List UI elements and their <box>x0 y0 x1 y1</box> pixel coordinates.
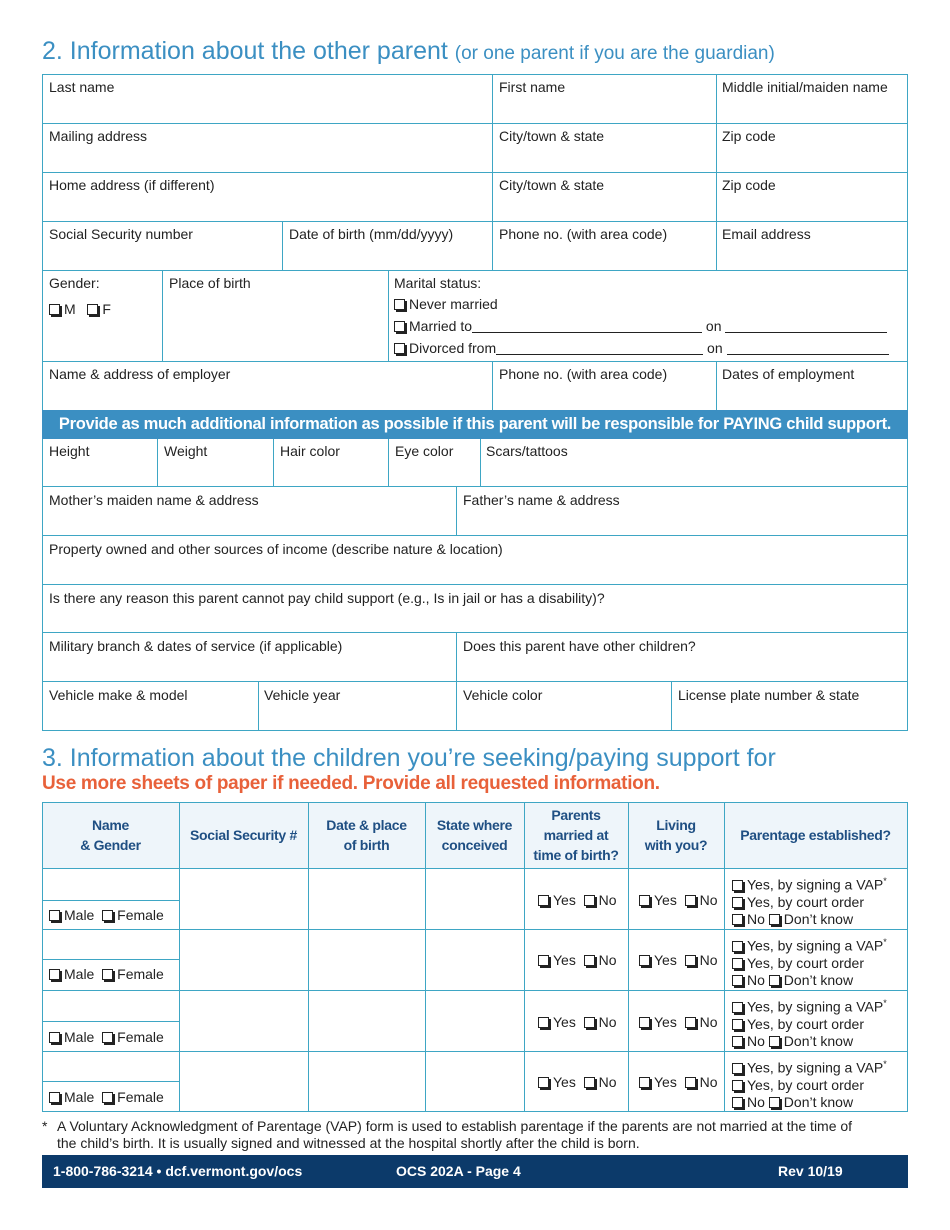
court-label: Yes, by court order <box>747 1015 864 1032</box>
gender-m-checkbox[interactable] <box>49 304 60 315</box>
yes-label: Yes <box>553 892 576 908</box>
vap-label: Yes, by signing a VAP <box>747 876 884 893</box>
reason-label: Is there any reason this parent cannot pay child support (e.g., Is in jail or has a disability)? <box>49 590 605 606</box>
child-3-gender <box>49 1029 164 1045</box>
vap-asterisk: * <box>883 998 887 1008</box>
married-label: Married to <box>409 318 473 334</box>
child-4-living-no-checkbox[interactable] <box>685 1077 696 1088</box>
female-label: Female <box>117 1029 164 1045</box>
header-name-line1: Name <box>92 817 129 833</box>
divorced-on-label: on <box>707 340 723 356</box>
child-2-gender <box>49 966 164 982</box>
child-2-vap-checkbox[interactable] <box>732 941 743 952</box>
header-date-line2: of birth <box>343 837 390 853</box>
vap-label: Yes, by signing a VAP <box>747 998 884 1015</box>
child-1-female-checkbox[interactable] <box>102 910 113 921</box>
no-label: No <box>747 1032 765 1049</box>
father-label: Father’s name & address <box>463 492 620 508</box>
dont-know-label: Don’t know <box>783 971 854 988</box>
gender-f-checkbox[interactable] <box>87 304 98 315</box>
dont-know-label: Don’t know <box>783 1093 854 1110</box>
child-2-court-checkbox[interactable] <box>732 958 743 969</box>
child-1-vap-checkbox[interactable] <box>732 880 743 891</box>
header-state-line1: State where <box>436 817 513 833</box>
married-option <box>394 318 887 334</box>
military-label: Military branch & dates of service (if applicable) <box>49 638 343 654</box>
place-of-birth-label: Place of birth <box>169 275 251 291</box>
employment-dates-label: Dates of employment <box>722 366 855 382</box>
header-living <box>628 815 724 855</box>
dont-know-label: Don’t know <box>783 1032 854 1049</box>
female-label: Female <box>117 1089 164 1105</box>
weight-label: Weight <box>164 443 208 459</box>
child-2-dont-know-checkbox[interactable] <box>769 975 780 986</box>
child-4-dont-know-checkbox[interactable] <box>769 1097 780 1108</box>
home-zip-label: Zip code <box>722 177 776 193</box>
child-3-living <box>639 1014 718 1030</box>
no-label: No <box>598 1014 617 1030</box>
court-label: Yes, by court order <box>747 1076 864 1093</box>
child-1-parentage <box>732 873 887 928</box>
yes-label: Yes <box>553 1014 576 1030</box>
child-1-male-checkbox[interactable] <box>49 910 60 921</box>
child-2-parentage <box>732 934 887 989</box>
child-1-married-yes-checkbox[interactable] <box>538 895 549 906</box>
employer-phone-label: Phone no. (with area code) <box>499 366 668 382</box>
child-3-living-yes-checkbox[interactable] <box>639 1017 650 1028</box>
no-label: No <box>747 910 765 927</box>
child-2-female-checkbox[interactable] <box>102 969 113 980</box>
vehicle-make-label: Vehicle make & model <box>49 687 188 703</box>
child-4-married-yes-checkbox[interactable] <box>538 1077 549 1088</box>
child-4-married <box>538 1074 617 1090</box>
header-parentage: Parentage established? <box>740 827 891 843</box>
header-date-place <box>308 815 425 855</box>
no-label: No <box>598 952 617 968</box>
header-state-line2: conceived <box>441 837 508 853</box>
middle-initial-label: Middle initial/maiden name <box>722 79 888 95</box>
never-married-checkbox[interactable] <box>394 299 405 310</box>
header-name-line2: & Gender <box>80 837 141 853</box>
mailing-city-label: City/town & state <box>499 128 605 144</box>
divorced-date-line[interactable] <box>727 342 889 355</box>
child-4-no-checkbox[interactable] <box>732 1097 743 1108</box>
child-1-gender <box>49 907 164 923</box>
eye-color-label: Eye color <box>395 443 454 459</box>
no-label: No <box>699 892 718 908</box>
child-2-male-checkbox[interactable] <box>49 969 60 980</box>
gender-f-label: F <box>102 301 111 317</box>
divorced-from-line[interactable] <box>496 342 703 355</box>
header-ssn: Social Security # <box>190 827 297 843</box>
no-label: No <box>598 892 617 908</box>
section-2-title: 2. Information about the other parent <box>42 37 448 65</box>
child-3-male-checkbox[interactable] <box>49 1032 60 1043</box>
male-label: Male <box>64 1029 95 1045</box>
vehicle-color-label: Vehicle color <box>463 687 543 703</box>
married-date-line[interactable] <box>725 320 887 333</box>
yes-label: Yes <box>654 1014 677 1030</box>
child-1-no-checkbox[interactable] <box>732 914 743 925</box>
vehicle-year-label: Vehicle year <box>264 687 341 703</box>
vap-label: Yes, by signing a VAP <box>747 1059 884 1076</box>
court-label: Yes, by court order <box>747 954 864 971</box>
yes-label: Yes <box>553 952 576 968</box>
child-4-living <box>639 1074 718 1090</box>
header-parents-line1: Parents <box>551 807 601 823</box>
child-4-gender <box>49 1089 164 1105</box>
child-1-married-no-checkbox[interactable] <box>584 895 595 906</box>
child-4-parentage <box>732 1056 887 1111</box>
plate-label: License plate number & state <box>678 687 860 703</box>
height-label: Height <box>49 443 90 459</box>
section-2-heading <box>42 37 775 66</box>
mailing-address-label: Mailing address <box>49 128 148 144</box>
section-2-subtitle: (or one parent if you are the guardian) <box>454 43 775 64</box>
footnote <box>42 1118 852 1152</box>
yes-label: Yes <box>654 1074 677 1090</box>
section-3-title: 3. Information about the children you’re seeking/paying support for <box>42 744 776 772</box>
no-label: No <box>747 1093 765 1110</box>
header-name-gender <box>42 815 179 855</box>
dob-label: Date of birth (mm/dd/yyyy) <box>289 226 454 242</box>
child-2-married <box>538 952 617 968</box>
footnote-line2: the child’s birth. It is usually signed and witnessed at the hospital shortly after the child is born. <box>57 1135 640 1151</box>
last-name-label: Last name <box>49 79 115 95</box>
married-on-label: on <box>705 318 722 334</box>
no-label: No <box>747 971 765 988</box>
header-parents-married <box>524 805 628 865</box>
no-label: No <box>699 1014 718 1030</box>
child-3-living-no-checkbox[interactable] <box>685 1017 696 1028</box>
section-3-subtitle: Use more sheets of paper if needed. Provide all requested information. <box>42 773 660 794</box>
child-4-vap-checkbox[interactable] <box>732 1063 743 1074</box>
no-label: No <box>598 1074 617 1090</box>
footer-contact: 1-800-786-3214 • dcf.vermont.gov/ocs <box>53 1163 303 1179</box>
child-3-married <box>538 1014 617 1030</box>
child-3-married-yes-checkbox[interactable] <box>538 1017 549 1028</box>
header-state <box>425 815 524 855</box>
never-married-option <box>394 296 498 312</box>
child-4-male-checkbox[interactable] <box>49 1092 60 1103</box>
divorced-label: Divorced from <box>409 340 497 356</box>
child-2-living-no-checkbox[interactable] <box>685 955 696 966</box>
child-4-court-checkbox[interactable] <box>732 1080 743 1091</box>
gender-m-label: M <box>64 301 76 317</box>
page-footer <box>42 1155 908 1188</box>
married-to-line[interactable] <box>472 320 702 333</box>
vap-asterisk: * <box>883 876 887 886</box>
phone-label: Phone no. (with area code) <box>499 226 668 242</box>
child-1-dont-know-checkbox[interactable] <box>769 914 780 925</box>
header-parents-line2: married at <box>543 827 609 843</box>
divorced-option <box>394 340 889 356</box>
email-label: Email address <box>722 226 811 242</box>
other-children-label: Does this parent have other children? <box>463 638 696 654</box>
child-3-dont-know-checkbox[interactable] <box>769 1036 780 1047</box>
child-4-living-yes-checkbox[interactable] <box>639 1077 650 1088</box>
child-2-married-no-checkbox[interactable] <box>584 955 595 966</box>
gender-options <box>49 301 111 317</box>
header-living-line1: Living <box>656 817 696 833</box>
marital-status-label: Marital status: <box>394 275 482 291</box>
home-address-label: Home address (if different) <box>49 177 215 193</box>
male-label: Male <box>64 966 95 982</box>
child-3-female-checkbox[interactable] <box>102 1032 113 1043</box>
employer-label: Name & address of employer <box>49 366 231 382</box>
child-1-living <box>639 892 718 908</box>
footer-revision: Rev 10/19 <box>778 1163 843 1179</box>
footer-form-id: OCS 202A - Page 4 <box>396 1163 521 1179</box>
hair-color-label: Hair color <box>280 443 340 459</box>
child-1-court-checkbox[interactable] <box>732 897 743 908</box>
no-label: No <box>699 1074 718 1090</box>
yes-label: Yes <box>553 1074 576 1090</box>
first-name-label: First name <box>499 79 566 95</box>
vap-asterisk: * <box>883 937 887 947</box>
female-label: Female <box>117 966 164 982</box>
header-living-line2: with you? <box>644 837 708 853</box>
child-3-court-checkbox[interactable] <box>732 1019 743 1030</box>
child-1-living-no-checkbox[interactable] <box>685 895 696 906</box>
vap-asterisk: * <box>883 1059 887 1069</box>
mother-label: Mother’s maiden name & address <box>49 492 259 508</box>
child-4-married-no-checkbox[interactable] <box>584 1077 595 1088</box>
property-label: Property owned and other sources of income (describe nature & location) <box>49 541 503 557</box>
footnote-line1: A Voluntary Acknowledgment of Parentage (VAP) form is used to establish parentage if the parents are not married at the time of <box>57 1118 853 1134</box>
child-3-parentage <box>732 995 887 1050</box>
yes-label: Yes <box>654 892 677 908</box>
home-city-label: City/town & state <box>499 177 605 193</box>
child-2-living-yes-checkbox[interactable] <box>639 955 650 966</box>
child-2-no-checkbox[interactable] <box>732 975 743 986</box>
child-2-living <box>639 952 718 968</box>
child-3-no-checkbox[interactable] <box>732 1036 743 1047</box>
yes-label: Yes <box>654 952 677 968</box>
married-checkbox[interactable] <box>394 321 405 332</box>
ssn-label: Social Security number <box>49 226 193 242</box>
additional-info-banner: Provide as much additional information as possible if this parent will be responsible for PAYING child support. <box>42 410 908 439</box>
no-label: No <box>699 952 718 968</box>
female-label: Female <box>117 907 164 923</box>
dont-know-label: Don’t know <box>783 910 854 927</box>
male-label: Male <box>64 907 95 923</box>
court-label: Yes, by court order <box>747 893 864 910</box>
header-parents-line3: time of birth? <box>533 847 619 863</box>
header-date-line1: Date & place <box>326 817 407 833</box>
scars-label: Scars/tattoos <box>486 443 568 459</box>
child-4-female-checkbox[interactable] <box>102 1092 113 1103</box>
divorced-checkbox[interactable] <box>394 343 405 354</box>
gender-label: Gender: <box>49 275 100 291</box>
never-married-label: Never married <box>409 296 498 312</box>
child-3-married-no-checkbox[interactable] <box>584 1017 595 1028</box>
child-1-married <box>538 892 617 908</box>
child-2-married-yes-checkbox[interactable] <box>538 955 549 966</box>
vap-label: Yes, by signing a VAP <box>747 937 884 954</box>
child-1-living-yes-checkbox[interactable] <box>639 895 650 906</box>
footnote-asterisk: * <box>42 1118 48 1134</box>
mailing-zip-label: Zip code <box>722 128 776 144</box>
male-label: Male <box>64 1089 95 1105</box>
child-3-vap-checkbox[interactable] <box>732 1002 743 1013</box>
